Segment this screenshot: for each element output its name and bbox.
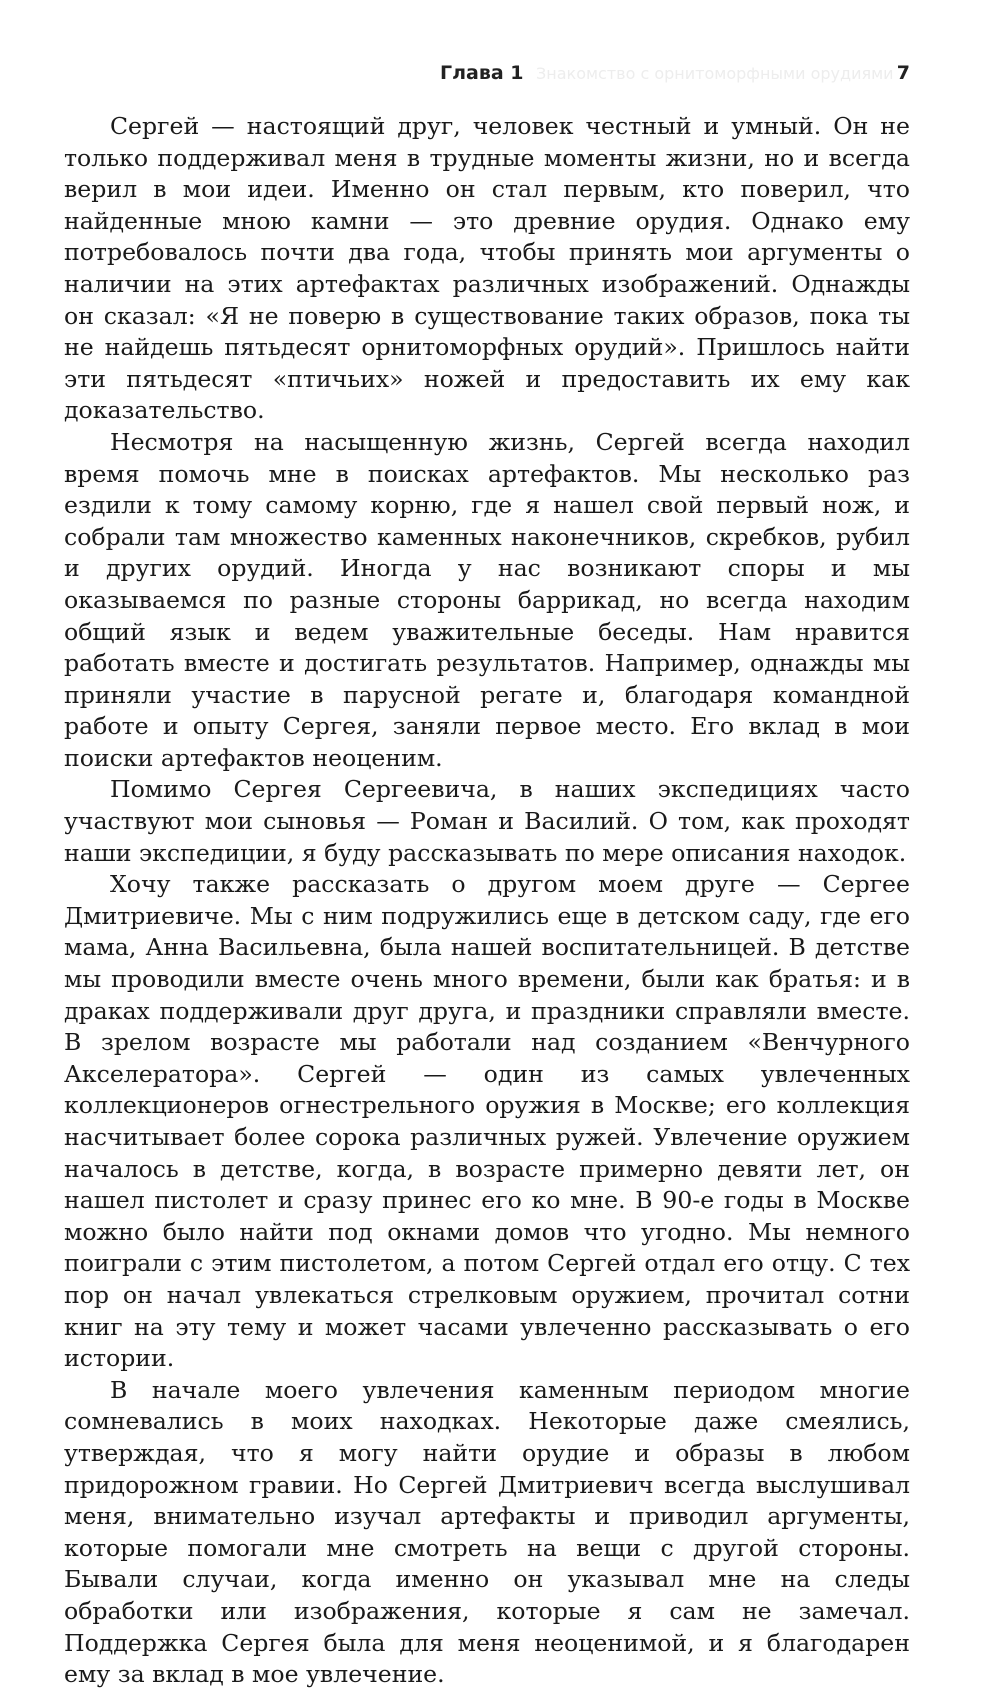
- paragraph: Сергей — настоящий друг, человек честный и умный. Он не только поддерживал меня в трудные моменты жизни, но и всегда верил в мои идеи. Именно он стал первым, кто поверил, что найденные мною камни — это древние орудия. Однако ему потребовалось почти два года, чтобы принять мои аргументы о наличии на этих артефактах различных изображений. Однажды он сказал: «Я не поверю в существование таких образов, пока ты не найдешь пятьдесят орнитоморфных орудий». Пришлось найти эти пятьдесят «птичьих» ножей и предоставить их ему как доказательство.: [64, 112, 910, 425]
- paragraph: Несмотря на насыщенную жизнь, Сергей всегда находил время помочь мне в поисках артефактов. Мы несколько раз ездили к тому самому корню, где я нашел свой первый нож, и собрали там множество каменных наконечников, скребков, рубил и других орудий. Иногда у нас возникают споры и мы оказываемся по разные стороны баррикад, но всегда находим общий язык и ведем уважительные беседы. Нам нравится работать вместе и достигать результатов. Например, однажды мы приняли участие в парусной регате и, благодаря командной работе и опыту Сергея, заняли первое место. Его вклад в мои поиски артефактов неоценим.: [64, 427, 910, 772]
- body-text: [64, 111, 910, 1691]
- running-header: [440, 62, 910, 92]
- paragraph: В начале моего увлечения каменным периодом многие сомневались в моих находках. Некоторые даже смеялись, утверждая, что я могу найти орудие и образы в любом придорожном гравии. Но Сергей Дмитриевич всегда выслушивал меня, внимательно изучал артефакты и приводил аргументы, которые помогали мне смотреть на вещи с другой стороны. Бывали случаи, когда именно он указывал мне на следы обработки или изображения, которые я сам не замечал. Поддержка Сергея была для меня неоценимой, и я благодарен ему за вклад в мое увлечение.: [64, 1375, 910, 1689]
- page-number: 7: [896, 62, 910, 84]
- chapter-subtitle: Знакомство с орнитоморфными орудиями: [536, 64, 894, 83]
- paragraph: Помимо Сергея Сергеевича, в наших экспедициях часто участвуют мои сыновья — Роман и Василий. О том, как проходят наши экспедиции, я буду рассказывать по мере описания находок.: [64, 775, 910, 867]
- paragraph: Хочу также рассказать о другом моем друге — Сергее Дмитриевиче. Мы с ним подружились еще в детском саду, где его мама, Анна Васильевна, была нашей воспитательницей. В детстве мы проводили вместе очень много времени, были как братья: и в драках поддерживали друг друга, и праздники справляли вместе. В зрелом возрасте мы работали над созданием «Венчурного Акселератора». Сергей — один из самых увлеченных коллекционеров огнестрельного оружия в Москве; его коллекция насчитывает более сорока различных ружей. Увлечение оружием началось в детстве, когда, в возрасте примерно девяти лет, он нашел пистолет и сразу принес его ко мне. В 90-е годы в Москве можно было найти под окнами домов что угодно. Мы немного поиграли с этим пистолетом, а потом Сергей отдал его отцу. С тех пор он начал увлекаться стрелковым оружием, прочитал сотни книг на эту тему и может часами увлеченно рассказывать о его истории.: [64, 870, 910, 1373]
- chapter-label: Глава 1: [440, 62, 524, 84]
